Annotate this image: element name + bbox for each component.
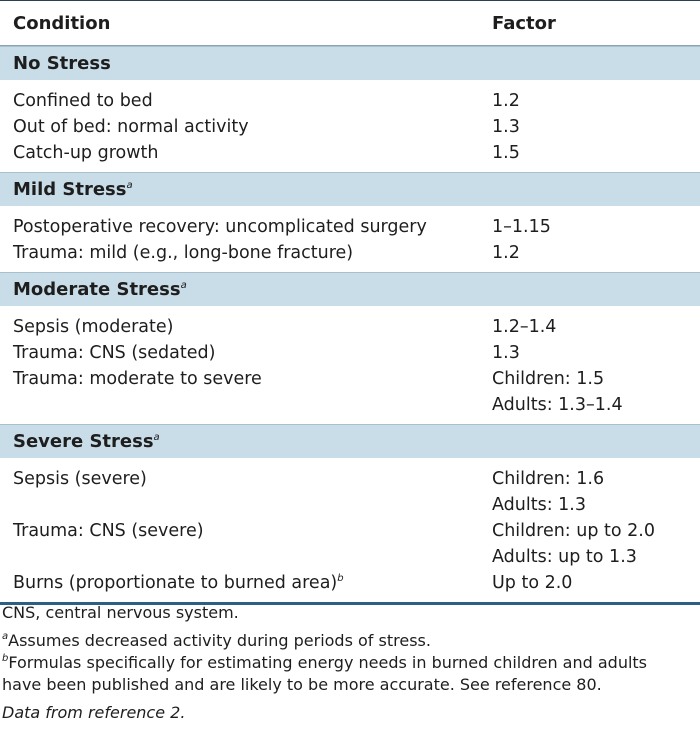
condition-text: Trauma: moderate to severe [13, 369, 262, 389]
section-title [13, 273, 187, 306]
factor-cell: 1.5 [492, 143, 520, 163]
table-row [0, 492, 700, 518]
section-title [13, 425, 160, 458]
footnote-marker: a [180, 280, 187, 291]
table-row [0, 392, 700, 418]
section-title-text: Severe Stress [13, 431, 154, 452]
footnote-marker: b [337, 573, 344, 584]
factor-cell: Children: up to 2.0 [492, 521, 655, 541]
table-row [0, 88, 700, 114]
section-title-text: Moderate Stress [13, 279, 181, 300]
section-title [13, 173, 133, 206]
footnote-a-marker: a [2, 631, 9, 642]
footnote-abbrev: CNS, central nervous system. [2, 603, 239, 622]
table-row [0, 466, 700, 492]
condition-cell [13, 214, 427, 240]
footnote-a-text: Assumes decreased activity during periods of stress. [8, 631, 431, 650]
condition-text: Sepsis (moderate) [13, 317, 174, 337]
condition-text: Burns (proportionate to burned area) [13, 573, 338, 593]
table-row [0, 314, 700, 340]
factor-cell: Adults: 1.3 [492, 495, 586, 515]
condition-text: Sepsis (severe) [13, 469, 147, 489]
section-header [0, 424, 700, 458]
condition-cell [13, 240, 353, 266]
header-factor: Factor [492, 12, 556, 34]
section-rows [0, 206, 700, 272]
section-title [13, 47, 111, 80]
footnote-marker: a [126, 180, 133, 191]
factor-cell: 1.2–1.4 [492, 317, 557, 337]
footnote-b-cont: have been published and are likely to be more accurate. See reference 80. [2, 675, 602, 694]
condition-text: Out of bed: normal activity [13, 117, 249, 137]
condition-cell [13, 114, 249, 140]
table-row [0, 140, 700, 166]
condition-text: Trauma: CNS (sedated) [13, 343, 216, 363]
section-title-text: Mild Stress [13, 179, 127, 200]
condition-cell [13, 340, 215, 366]
condition-cell [13, 466, 147, 492]
table-row [0, 570, 700, 596]
condition-cell [13, 88, 153, 114]
footnote-a [0, 630, 700, 652]
factor-cell: 1–1.15 [492, 217, 551, 237]
condition-cell [13, 366, 262, 392]
factor-cell: Children: 1.5 [492, 369, 605, 389]
condition-text: Postoperative recovery: uncomplicated surgery [13, 217, 427, 237]
condition-cell [13, 140, 159, 166]
condition-cell [13, 518, 204, 544]
factor-cell: 1.3 [492, 343, 520, 363]
condition-cell [13, 570, 344, 596]
condition-text: Catch-up growth [13, 143, 159, 163]
table-row [0, 366, 700, 392]
section-rows [0, 80, 700, 172]
footnote-b-marker: b [2, 653, 9, 664]
factor-cell: 1.2 [492, 91, 520, 111]
factor-cell: Adults: 1.3–1.4 [492, 395, 623, 415]
condition-text: Trauma: CNS (severe) [13, 521, 204, 541]
footnote-source: Data from reference 2. [2, 703, 186, 722]
table-row [0, 340, 700, 366]
condition-text: Trauma: mild (e.g., long-bone fracture) [13, 243, 354, 263]
header-condition: Condition [13, 12, 111, 34]
condition-text: Confined to bed [13, 91, 153, 111]
table-row [0, 240, 700, 266]
section-title-text: No Stress [13, 53, 111, 74]
table-row [0, 114, 700, 140]
table-header [0, 0, 700, 46]
table-row [0, 544, 700, 570]
section-rows [0, 306, 700, 424]
table-body [0, 46, 700, 602]
factor-cell: Adults: up to 1.3 [492, 547, 637, 567]
footnote-b [0, 652, 700, 674]
section-header [0, 272, 700, 306]
condition-cell [13, 314, 173, 340]
section-header [0, 172, 700, 206]
factor-cell: Up to 2.0 [492, 573, 573, 593]
footnote-marker: a [153, 432, 160, 443]
table-row [0, 214, 700, 240]
footnote-b-text-1: Formulas specifically for estimating energy needs in burned children and adults [8, 653, 648, 672]
section-header [0, 46, 700, 80]
factor-cell: Children: 1.6 [492, 469, 605, 489]
footnotes [0, 603, 700, 724]
table-row [0, 518, 700, 544]
section-rows [0, 458, 700, 602]
factor-cell: 1.3 [492, 117, 520, 137]
factor-cell: 1.2 [492, 243, 520, 263]
